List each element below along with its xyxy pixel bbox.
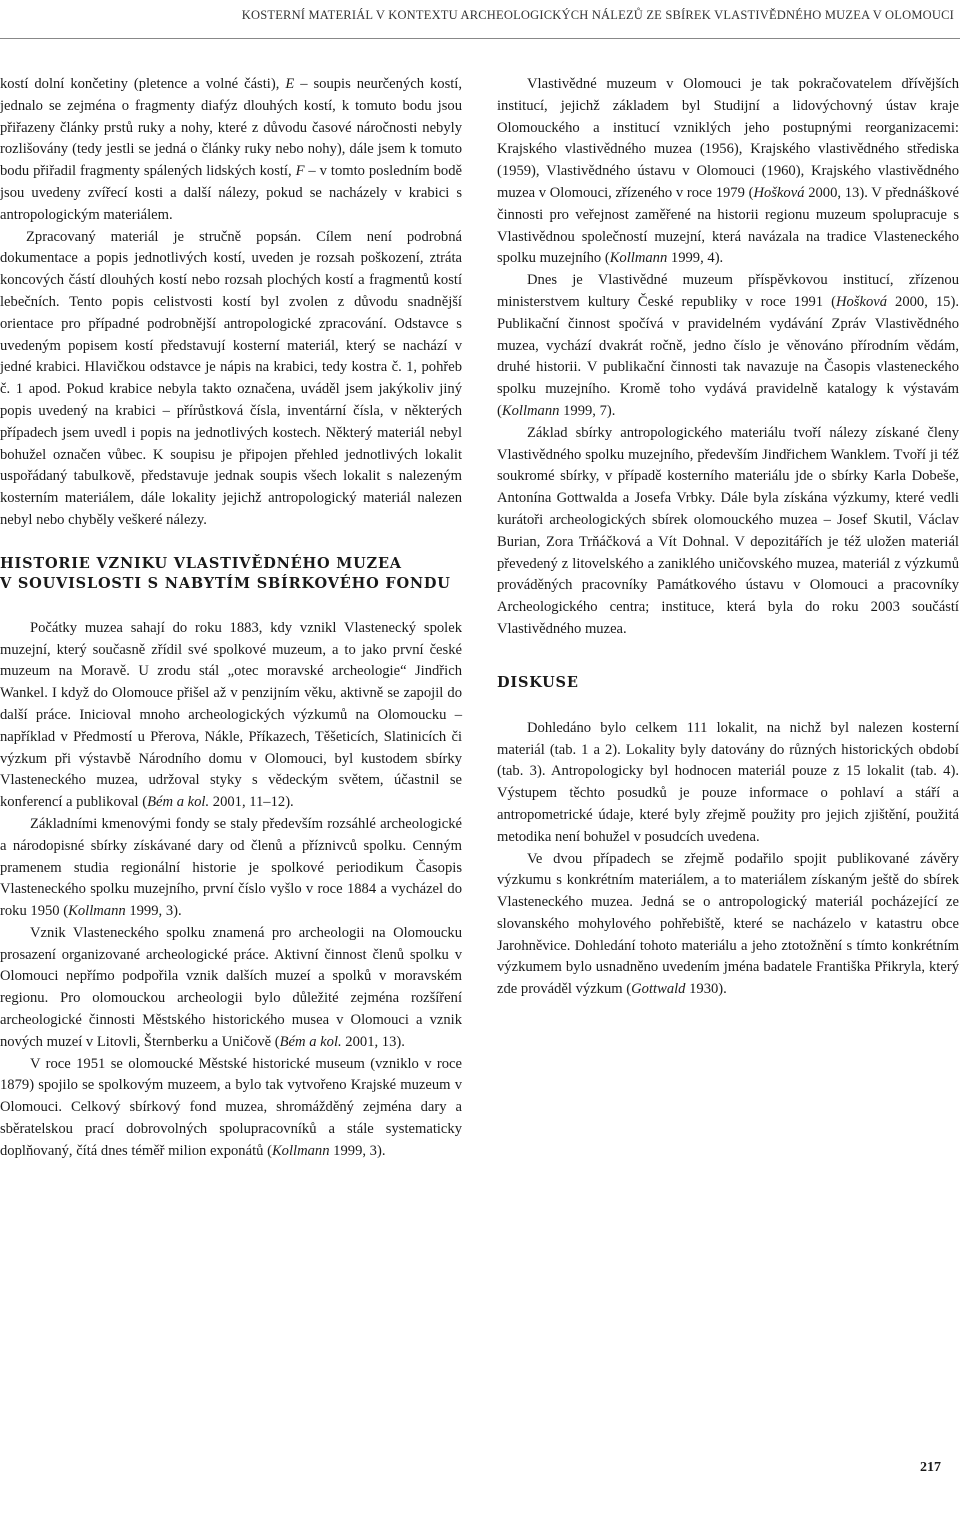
paragraph-processing: Zpracovaný materiál je stručně popsán. Cílem není podrobná dokumentace a popis jednotlivých kostí, uveden je rozsah poškození, ztráta koncových částí dlouhých kostí nebo rozsah plochých kostí a fragmentů kostí lebečních. Tento popis celistvosti kostí byl zvolen z důvodu snadnější orientace pro případné podrobnější antropologické zpracování. Odstavce s uvedeným popisem kostí představují kosterní materiál, který se nachází v jedné krabici. Hlavičkou odstavce je nápis na krabici, tedy kostra č. 1, pohřeb č. 1 apod. Pokud krabice nebyla takto označena, uváděl jsem jakýkoliv jiný popis uvedený na krabici – přírůstková čísla, inventární čísla, v některých případech jsem uvedl i popis na jednotlivých kostech. Některý materiál nebyl bohužel označen vůbec. K soupisu je připojen přehled jednotlivých lokalit uspořádaný tabulkově, představuje jednak soupis všech lokalit s nalezeným kosterním materiálem, dále lokality jejichž antropologický materiál nalezen nebyl nebo chyběly veškeré nálezy. xyxy=(0,228,462,528)
paragraph-two-cases: Ve dvou případech se zřejmě podařilo spojit publikované závěry výzkumu s konkrétním materiálem, a to materiálem získaným ještě do sbírek Vlasteneckého muzea. Jedná se o antropologický materiál pocházející ze slovanského mohylového pohřebiště, které se nacházelo v katastru obce Jarohněvice. Dohledání tohoto materiálu a jeho ztotožnění s tímto konkrétním výzkumem bylo usnadněno uvedením jména badatele Františka Přikryla, který zde prováděl výzkum (Gottwald 1930). xyxy=(497,850,959,998)
paragraph-society-impact: Vznik Vlasteneckého spolku znamená pro archeologii na Olomoucku prosazení organizované archeologické práce. Aktivní činnost členů spolku v Olomouci nepřímo podpořila vznik dalších muzeí a spolků v moravském regionu. Pro olomouckou archeologii bylo důležité zejména rozšíření archeologické činnosti Městského historického musea v Olomouci a vznik nových muzeí v Litovli, Šternberku a Uničově (Bém a kol. 2001, 13). xyxy=(0,924,462,1050)
paragraph-bone-categories: kostí dolní končetiny (pletence a volné části), E – soupis neurčených kostí, jednalo se zejména o fragmenty diafýz dlouhých kostí, k tomuto bodu jsou přiřazeny články prstů ruky a nohy, které z důvodu časové náročnosti nebyly rozlišovány (tedy jestli se jedná o články ruky nebo nohy), dále jsem k tomuto bodu přiřadil fragmenty spálených lidských kostí, F – v tomto posledním bodě jsou uvedeny zvířecí kosti a další nálezy, pokud se nacházely v krabici s antropologickým materiálem. xyxy=(0,76,463,223)
right-column xyxy=(497,74,959,1001)
left-column xyxy=(0,74,462,1163)
paragraph-museum-successor: Vlastivědné muzeum v Olomouci je tak pokračovatelem dřívějších institucí, jejichž základem byl Studijní a lidovýchovný ústav kraje Olomouckého a institucí vzniklých jeho postupnými reorganizacemi: Krajského vlastivědného muzea (1956), Krajského vlastivědného střediska (1959), Vlastivědného ústavu v Olomouci (1960), Krajského vlastivědného muzea v Olomouci, zřízeného v roce 1979 (Hošková 2000, 13). V přednáškové činnosti pro veřejnost zaměřené na historii regionu muzeum spolupracuje s Vlastivědnou společností muzejní, která navázala na tradice Vlasteneckého spolku muzejního (Kollmann 1999, 4). xyxy=(497,76,959,267)
section-heading-history: HISTORIE VZNIKU VLASTIVĚDNÉHO MUZEA V SOUVISLOSTI S NABYTÍM SBÍRKOVÉHO FONDU xyxy=(0,554,451,592)
paragraph-localities: Dohledáno bylo celkem 111 lokalit, na nichž byl nalezen kosterní materiál (tab. 1 a 2). Lokality byly datovány do různých historických období (tab. 3). Antropologicky byl hodnocen materiál pouze z 15 lokalit (tab. 4). Výstupem těchto posudků je pouze informace o pohlaví a stáří a antropometrické údaje, které byly zřejmě použity pro jejich zjištění, použitá metodika není bohužel v posudcích uvedena. xyxy=(497,719,959,845)
running-header xyxy=(0,0,960,39)
running-title: KOSTERNÍ MATERIÁL V KONTEXTU ARCHEOLOGICKÝCH NÁLEZŮ ZE SBÍREK VLASTIVĚDNÉHO MUZEA V OLOMOUCI xyxy=(241,8,954,22)
paragraph-merger-1951: V roce 1951 se olomoucké Městské historické museum (vzniklo v roce 1879) spojilo se spolkovým muzeem, a bylo tak vytvořeno Krajské muzeum v Olomouci. Celkový sbírkový fond muzea, shromážděný zejména dary a sběratelskou prací dobrovolných spolupracovníků a stále systematicky doplňovaný, čítá dnes téměř milion exponátů (Kollmann 1999, 3). xyxy=(0,1055,462,1159)
paragraph-collection-basis: Základ sbírky antropologického materiálu tvoří nálezy získané členy Vlastivědného spolku muzejního, především Jindřichem Wanklem. Tvoří ji též soukromé sbírky, v případě kosterního materiálu jde o sbírky Karla Dobeše, Antonína Gottwalda a Josefa Vrbky. Dále byla získána výzkumy, které vedli kurátoři archeologických sbírek olomouckého muzea – Josef Skutil, Václav Burian, Zora Trňáčková a Vít Dohnal. V depozitářích je též uložen materiál převedený z litovelského a zaniklého uničovského muzea, materiál z výzkumů prováděných pracovníky Památkového ústavu v Olomouci a pracovníky Archeologického centra; instituce, která byla do roku 2003 součástí Vlastivědného muzea. xyxy=(497,424,959,637)
paragraph-core-collections: Základními kmenovými fondy se staly především rozsáhlé archeologické a národopisné sbírky získávané dary od členů a příznivců spolku. Cenným pramenem studia regionální historie je spolkové periodikum Časopis Vlasteneckého spolku muzejního, první číslo vyšlo v roce 1884 a vycházel do roku 1950 (Kollmann 1999, 3). xyxy=(0,815,462,920)
paragraph-museum-origins: Počátky muzea sahají do roku 1883, kdy vznikl Vlastenecký spolek muzejní, který současně zřídil své spolkové muzeum, a to jako první české muzeum na Moravě. U zrodu stál „otec moravské archeologie“ Jindřich Wankel. I když do Olomouce přišel až v penzijním věku, aktivně se zapojil do další práce. Inicioval mnoho archeologických výzkumů na Olomoucku – například v Předmostí u Přerova, Nákle, Příkazech, Těšeticích, Slatinicích či výzkum při výstavbě Národního domu v Olomouci, byl kustodem sbírky Vlasteneckého muzea, udržoval styky s vědeckým světem, účastnil se konferencí a publikoval (Bém a kol. 2001, 11–12). xyxy=(0,619,462,811)
paragraph-museum-today: Dnes je Vlastivědné muzeum příspěvkovou institucí, zřízenou ministerstvem kultury České republiky v roce 1991 (Hošková 2000, 15). Publikační činnost spočívá v pravidelném vydávání Zpráv Vlastivědného muzea, vychází dvakrát ročně, jedno číslo je věnováno přírodním vědám, druhé historii. V publikační činnosti tak navazuje na Časopis vlasteneckého spolku muzejního. Kromě toho vydává pravidelně katalogy k výstavám (Kollmann 1999, 7). xyxy=(497,272,959,419)
page-number: 217 xyxy=(920,1460,941,1475)
section-heading-discussion: DISKUSE xyxy=(497,673,579,691)
